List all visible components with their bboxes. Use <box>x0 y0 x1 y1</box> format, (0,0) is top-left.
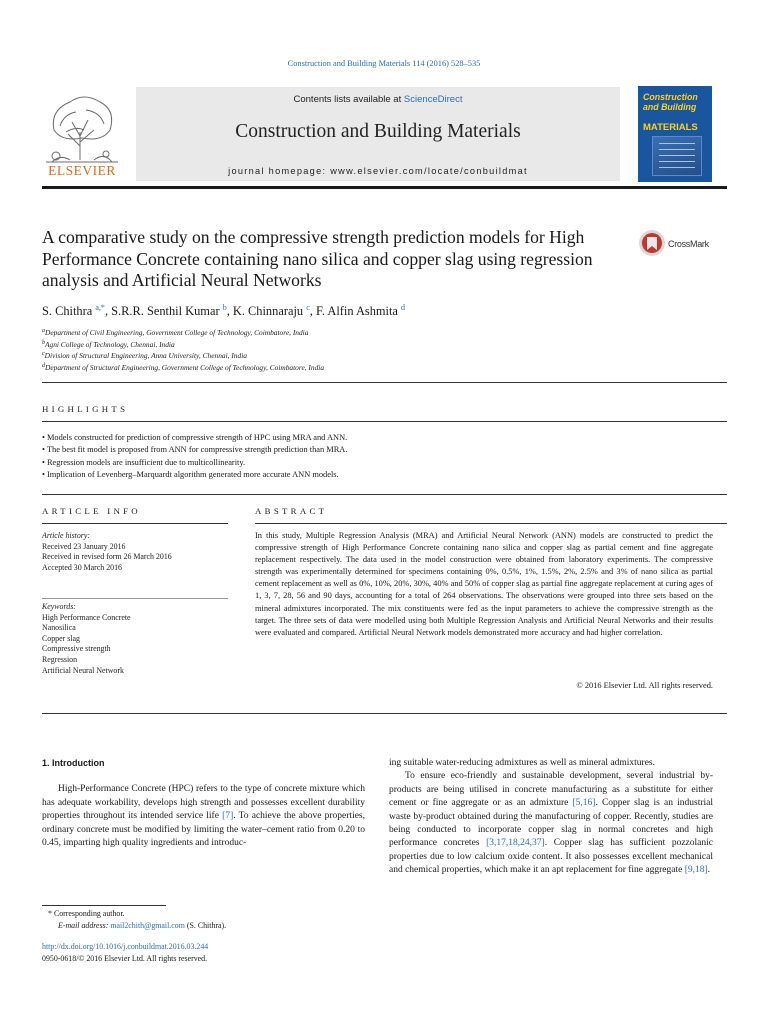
keyword: Artificial Neural Network <box>42 665 124 675</box>
author-name: F. Alfin Ashmita <box>315 304 398 318</box>
citation-link[interactable]: [5,16] <box>572 798 596 809</box>
keyword: Regression <box>42 654 78 664</box>
affiliation-item: $^b$Agni College of Technology, Chennai, India <box>42 339 175 349</box>
author-affiliation-mark[interactable]: c <box>306 303 310 312</box>
email-label: E-mail address: <box>58 920 109 930</box>
footnote <box>42 908 372 931</box>
divider <box>42 523 228 524</box>
author-name: K. Chinnaraju <box>232 304 304 318</box>
article-history <box>42 531 217 573</box>
intro-right-column <box>389 757 713 878</box>
section-heading: 1. Introduction <box>42 758 105 768</box>
citation-link[interactable]: [7] <box>222 811 234 822</box>
issn-line: 0950-0618/© 2016 Elsevier Ltd. All rights reserved. <box>42 953 208 963</box>
history-label: Article history: <box>42 531 90 540</box>
highlight-item: • Implication of Levenberg–Marquardt algorithm generated more accurate ANN models. <box>42 469 722 481</box>
divider <box>255 523 727 524</box>
affiliations <box>42 327 722 373</box>
divider <box>42 713 727 714</box>
highlights-heading: HIGHLIGHTS <box>42 404 129 414</box>
author-affiliation-mark[interactable]: a,* <box>95 303 105 312</box>
keyword: Copper slag <box>42 633 80 643</box>
keyword: Nanosilica <box>42 623 76 633</box>
affiliation-item: $^a$Department of Civil Engineering, Government College of Technology, Coimbatore, India <box>42 328 309 337</box>
divider <box>42 494 727 495</box>
intro-paragraph: ing suitable water-reducing admixtures as well as mineral admixtures. <box>389 758 655 768</box>
abstract-copyright: © 2016 Elsevier Ltd. All rights reserved. <box>576 681 713 690</box>
highlight-item: • Regression models are insufficient due to multicollinearity. <box>42 457 722 469</box>
keyword: Compressive strength <box>42 644 111 654</box>
received-date: Received 23 January 2016 <box>42 541 126 551</box>
divider <box>42 421 727 422</box>
doi-link[interactable]: http://dx.doi.org/10.1016/j.conbuildmat.2016.03.244 <box>42 942 209 951</box>
journal-citation[interactable]: Construction and Building Materials 114 (2016) 528–535 <box>287 59 481 68</box>
intro-paragraph: To ensure eco-friendly and sustainable development, several industrial by-products are being utilised in concrete manufacturing as a substitute for either cement or fine aggregate or as an admixture [5,16]. Copper slag is an industrial waste by-product obtained during the manufacturing of copper. Recently, studies are being conducted to incorporate copper slag in normal concretes and high performance concretes [3,17,18,24,37]. Copper slag has sufficient pozzolanic properties due to low calcium oxide content. It also possesses excellent mechanical and chemical properties, which make it an apt replacement for fine aggregate [9,18]. <box>389 771 714 876</box>
article-title: A comparative study on the compressive strength prediction models for High Performance Concrete containing nano silica and copper slag using regression analysis and Artificial Neural Networks <box>42 227 593 290</box>
keywords <box>42 602 217 676</box>
doi-block <box>42 941 372 964</box>
homepage-label: journal homepage: <box>228 166 327 176</box>
cover-image <box>652 136 702 176</box>
journal-homepage <box>136 166 620 176</box>
email-link[interactable]: mail2chith@gmail.com <box>110 920 185 930</box>
sciencedirect-link[interactable]: ScienceDirect <box>403 94 463 105</box>
contents-line <box>136 94 620 105</box>
crossmark-label[interactable]: CrossMark <box>668 239 709 249</box>
author-list: S. Chithra $^{a,*}$, S.R.R. Senthil Kumar $^b$, K. Chinnaraju $^c$, F. Alfin Ashmita $^d$ <box>42 303 406 318</box>
cover-title: Construction and Building <box>643 92 698 112</box>
author-affiliation-mark[interactable]: d <box>401 303 406 312</box>
keywords-label: Keywords: <box>42 602 76 611</box>
intro-paragraph: High-Performance Concrete (HPC) refers to the type of concrete mixture which has adequate workability, develops high strength and possesses excellent durability properties throughout its intended service life [7]. To achieve the above properties, ordinary concrete must be modified by limiting the water–cement ratio from 0.20 to 0.45, imparting high quality ingredients and introduc- <box>42 784 365 849</box>
article-info-heading: ARTICLE INFO <box>42 506 141 516</box>
journal-title: Construction and Building Materials <box>235 121 521 142</box>
citation-link[interactable]: [9,18] <box>684 865 708 876</box>
journal-cover[interactable] <box>638 86 712 182</box>
highlight-item: • Models constructed for prediction of compressive strength of HPC using MRA and ANN. <box>42 432 722 444</box>
header-rule <box>42 186 727 189</box>
author-name: S.R.R. Senthil Kumar <box>111 304 220 318</box>
citation-link[interactable]: [3,17,18,24,37] <box>486 838 545 849</box>
affiliation-item: $^d$Department of Structural Engineering, Government College of Technology, Coimbatore, India <box>42 362 325 372</box>
footnote-rule <box>42 905 166 906</box>
accepted-date: Accepted 30 March 2016 <box>42 562 122 572</box>
keyword: High Performance Concrete <box>42 612 131 622</box>
author-name: S. Chithra <box>42 304 93 318</box>
email-suffix: (S. Chithra). <box>186 920 227 930</box>
intro-left-column <box>42 757 365 850</box>
highlight-item: • The best fit model is proposed from ANN for compressive strength prediction than MRA. <box>42 444 722 456</box>
affiliation-item: $^c$Division of Structural Engineering, Anna University, Chennai, India <box>42 351 247 360</box>
divider <box>42 382 727 383</box>
footnote-mark: * <box>48 909 52 918</box>
author-affiliation-mark[interactable]: b <box>222 303 227 312</box>
revised-date: Received in revised form 26 March 2016 <box>42 552 172 562</box>
corresponding-author: Corresponding author. <box>53 909 125 918</box>
abstract-text: In this study, Multiple Regression Analysis (MRA) and Artificial Neural Network (ANN) models are constructed to predict the compressive strength of High Performance Concrete containing nano silica and copper slag as partial cement and fine aggregate replacement respectively. The data used in the model construction were obtained from laboratory experiments. The compressive strength was experimentally determined for specimens containing 0%, 0.5%, 1%, 1.5%, 2%, 2.5% and 3% of nano silica as partial cement replacement as well as 0%, 10%, 20%, 30%, 40% and 50% of copper slag as partial fine aggregate replacement at curing ages of 1, 3, 7, 28, 56 and 90 days, accounting for a total of 264 observations. The observations were grouped into three sets based on the mineral admixtures incorporated. The mix constituents were fed as the input parameters to achieve the compressive strength as the target. The three sets of data were modelled using both Multiple Regression Analysis and Artificial Neural Networks and their results were evaluated and compared. Artificial Neural Network models demonstrated more accuracy and had higher correlation. <box>255 531 713 637</box>
cover-subtitle: MATERIALS <box>643 122 698 133</box>
abstract-heading: ABSTRACT <box>255 506 328 516</box>
homepage-url[interactable]: www.elsevier.com/locate/conbuildmat <box>330 166 528 176</box>
divider <box>42 598 228 599</box>
publisher-name[interactable]: ELSEVIER <box>48 163 116 178</box>
contents-prefix: Contents lists available at <box>293 94 402 105</box>
highlights-list <box>42 432 722 482</box>
